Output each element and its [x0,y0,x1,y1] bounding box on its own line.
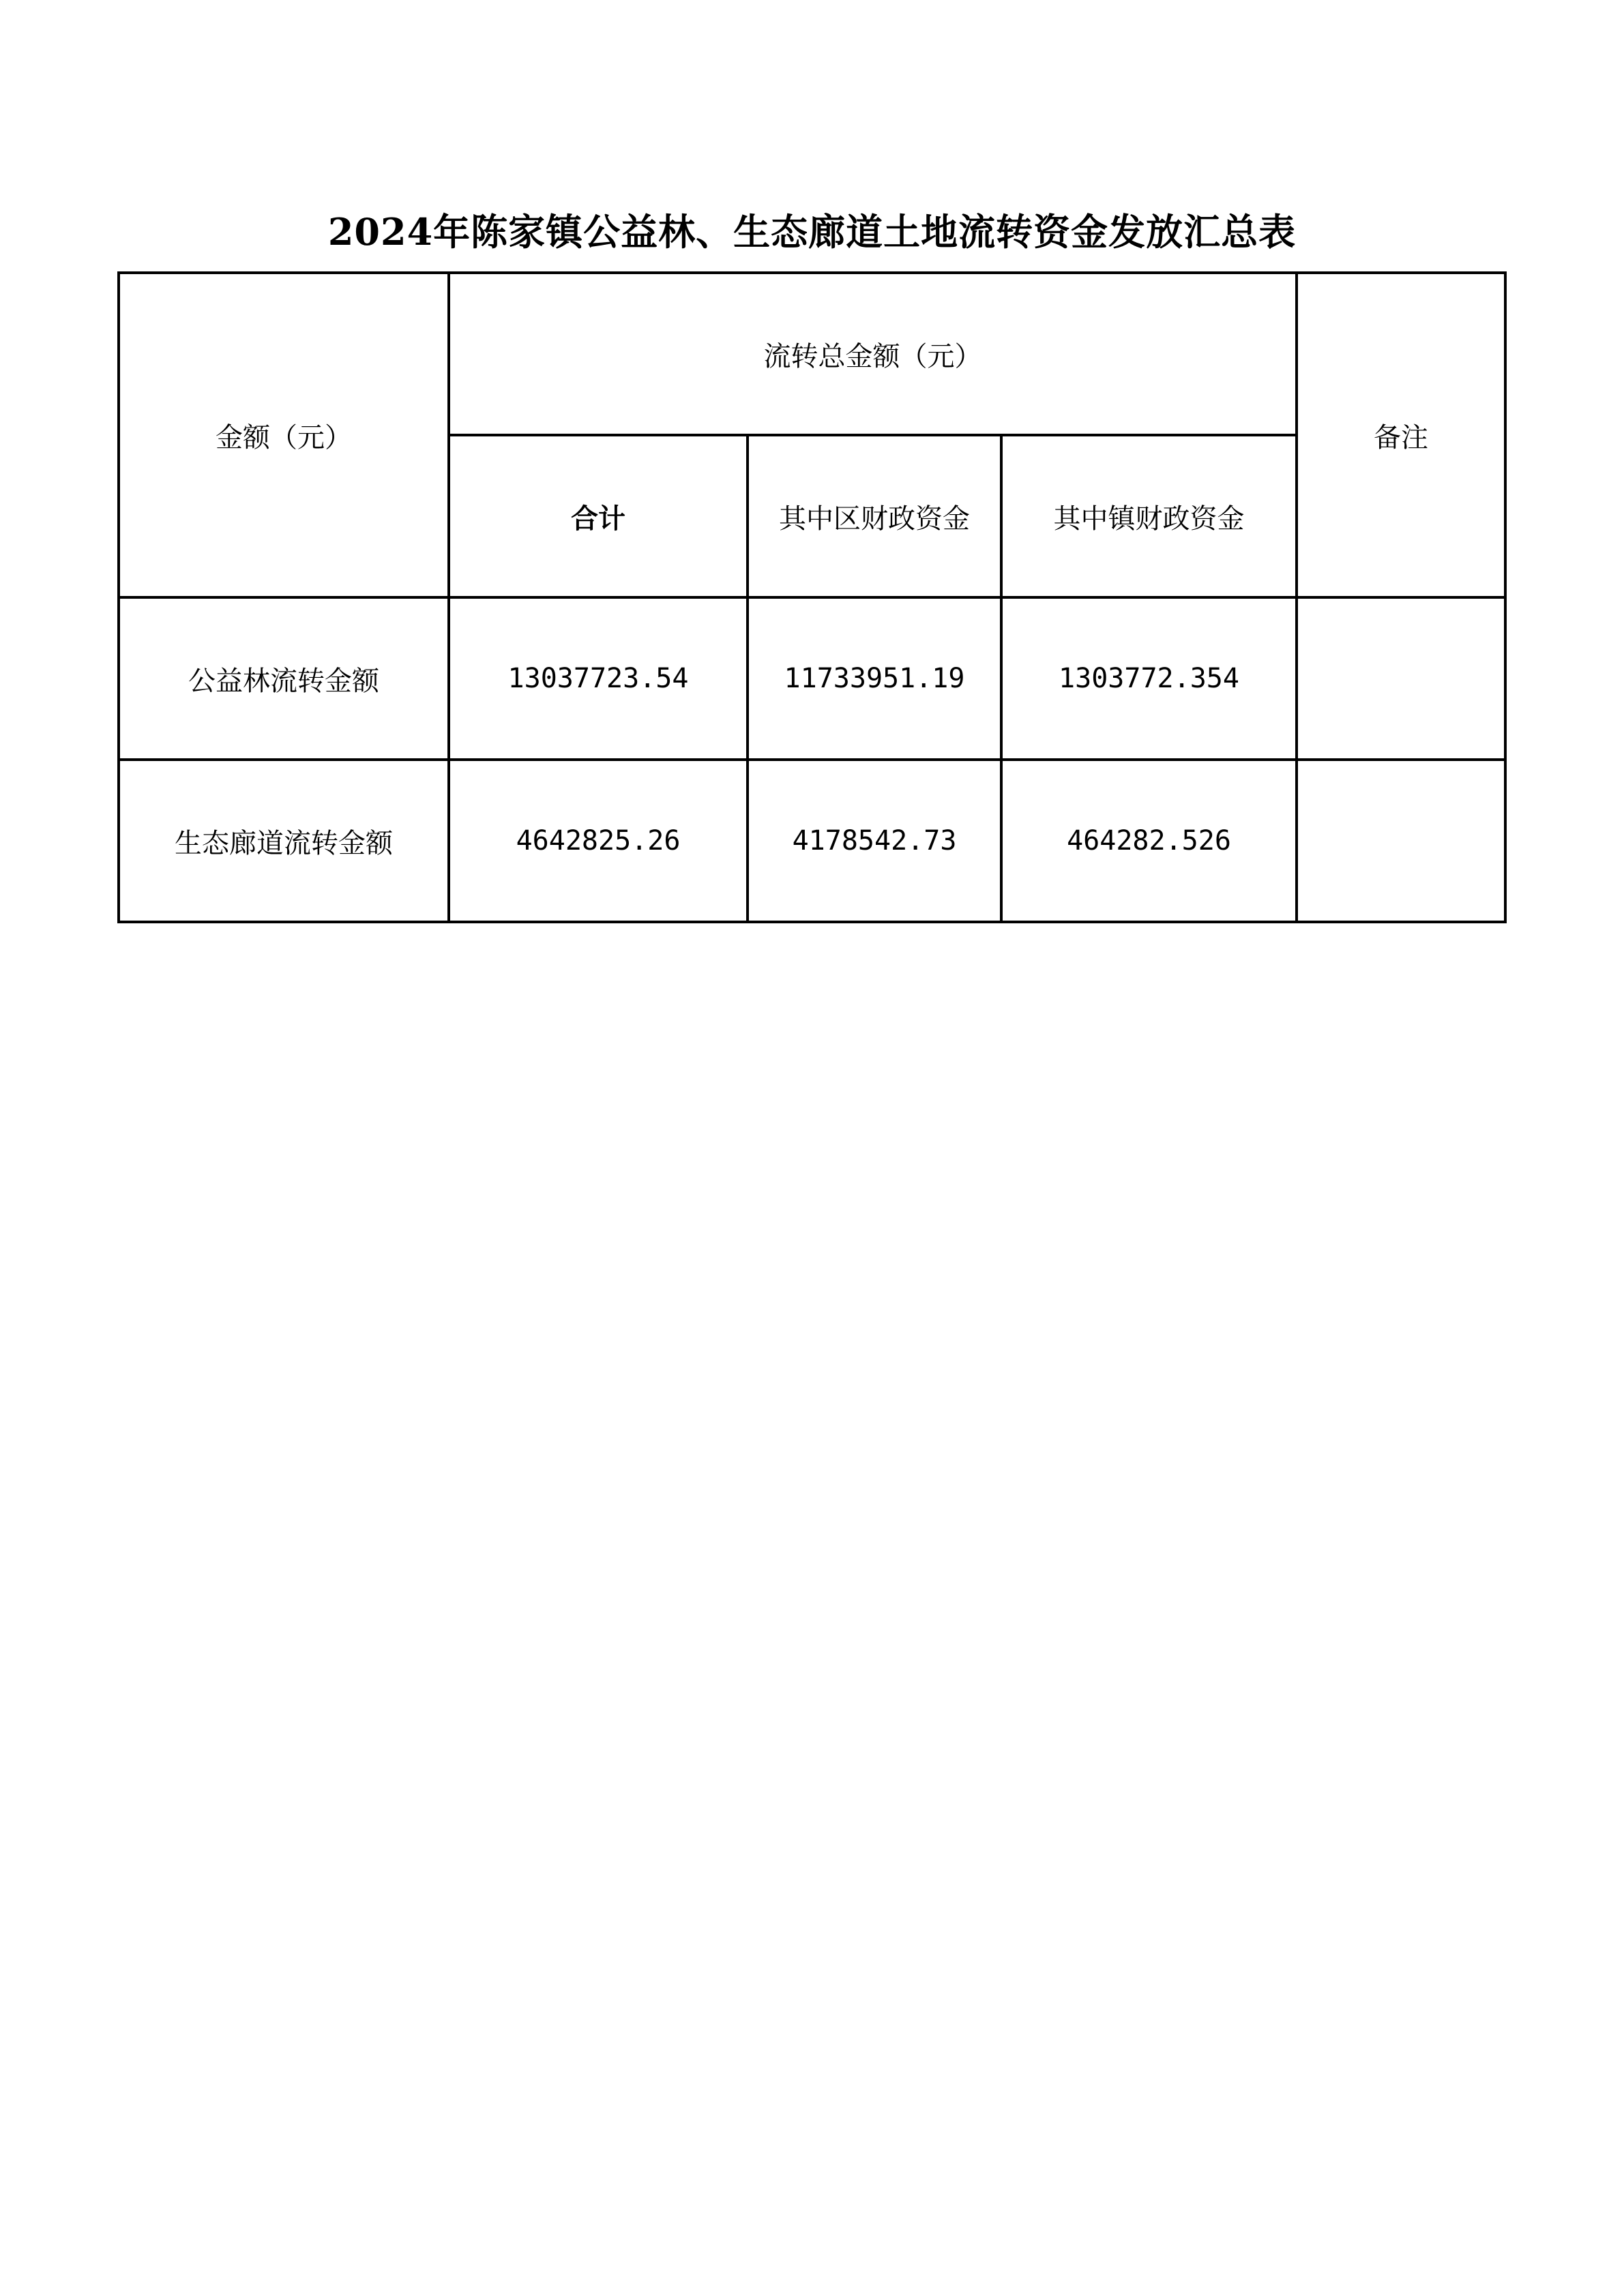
row-label: 生态廊道流转金额 [119,760,449,922]
district-fund-column-header: 其中区财政资金 [748,435,1001,597]
town-fund-cell: 1303772.354 [1001,597,1297,760]
district-fund-cell: 11733951.19 [748,597,1001,760]
table-row [119,760,1505,922]
town-fund-cell: 464282.526 [1001,760,1297,922]
page-title: 2024年陈家镇公益林、生态廊道土地流转资金发放汇总表 [327,210,1297,254]
row-label: 公益林流转金额 [119,597,449,760]
district-fund-cell: 4178542.73 [748,760,1001,922]
table-row [119,597,1505,760]
row-label-header: 金额（元） [119,273,449,597]
total-column-header: 合计 [449,435,748,597]
total-cell: 13037723.54 [449,597,748,760]
remarks-header: 备注 [1297,273,1505,597]
remarks-cell [1297,760,1505,922]
total-amount-group-header: 流转总金额（元） [449,273,1297,435]
total-cell: 4642825.26 [449,760,748,922]
town-fund-column-header: 其中镇财政资金 [1001,435,1297,597]
fund-summary-table [117,271,1507,923]
remarks-cell [1297,597,1505,760]
header-row-1 [119,273,1505,435]
